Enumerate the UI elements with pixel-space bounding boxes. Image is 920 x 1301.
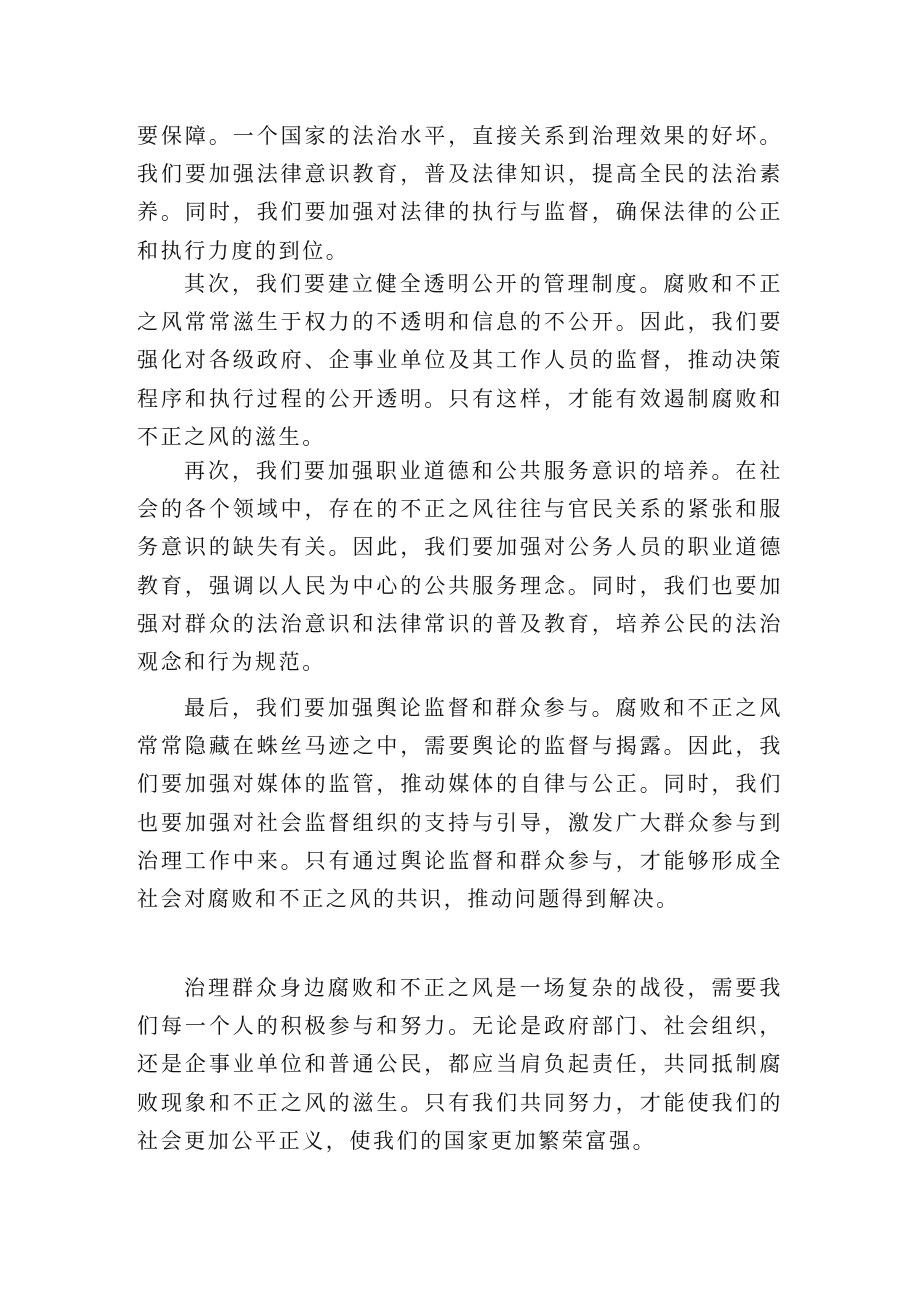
paragraph-transparency: 其次，我们要建立健全透明公开的管理制度。腐败和不正之风常常滋生于权力的不透明和信息的不公开。因此，我们要强化对各级政府、企事业单位及其工作人员的监督，推动决策程序和执行过程的公开透明。只有这样，才能有效遏制腐败和不正之风的滋生。 [137,272,783,449]
paragraph-conclusion: 治理群众身边腐败和不正之风是一场复杂的战役，需要我们每一个人的积极参与和努力。无论是政府部门、社会组织，还是企事业单位和普通公民，都应当肩负起责任，共同抵制腐败现象和不正之风的滋生。只有我们共同努力，才能使我们的社会更加公平正义，使我们的国家更加繁荣富强。 [137,976,783,1153]
paragraph-rule-of-law: 要保障。一个国家的法治水平，直接关系到治理效果的好坏。我们要加强法律意识教育，普及法律知识，提高全民的法治素养。同时，我们要加强对法律的执行与监督，确保法律的公正和执行力度的到位。 [137,124,783,263]
paragraph-public-supervision: 最后，我们要加强舆论监督和群众参与。腐败和不正之风常常隐藏在蛛丝马迹之中，需要舆论的监督与揭露。因此，我们要加强对媒体的监管，推动媒体的自律与公正。同时，我们也要加强对社会监督组织的支持与引导，激发广大群众参与到治理工作中来。只有通过舆论监督和群众参与，才能够形成全社会对腐败和不正之风的共识，推动问题得到解决。 [137,696,783,912]
paragraph-professional-ethics: 再次，我们要加强职业道德和公共服务意识的培养。在社会的各个领域中，存在的不正之风往往与官民关系的紧张和服务意识的缺失有关。因此，我们要加强对公务人员的职业道德教育，强调以人民为中心的公共服务理念。同时，我们也要加强对群众的法治意识和法律常识的普及教育，培养公民的法治观念和行为规范。 [137,459,783,675]
